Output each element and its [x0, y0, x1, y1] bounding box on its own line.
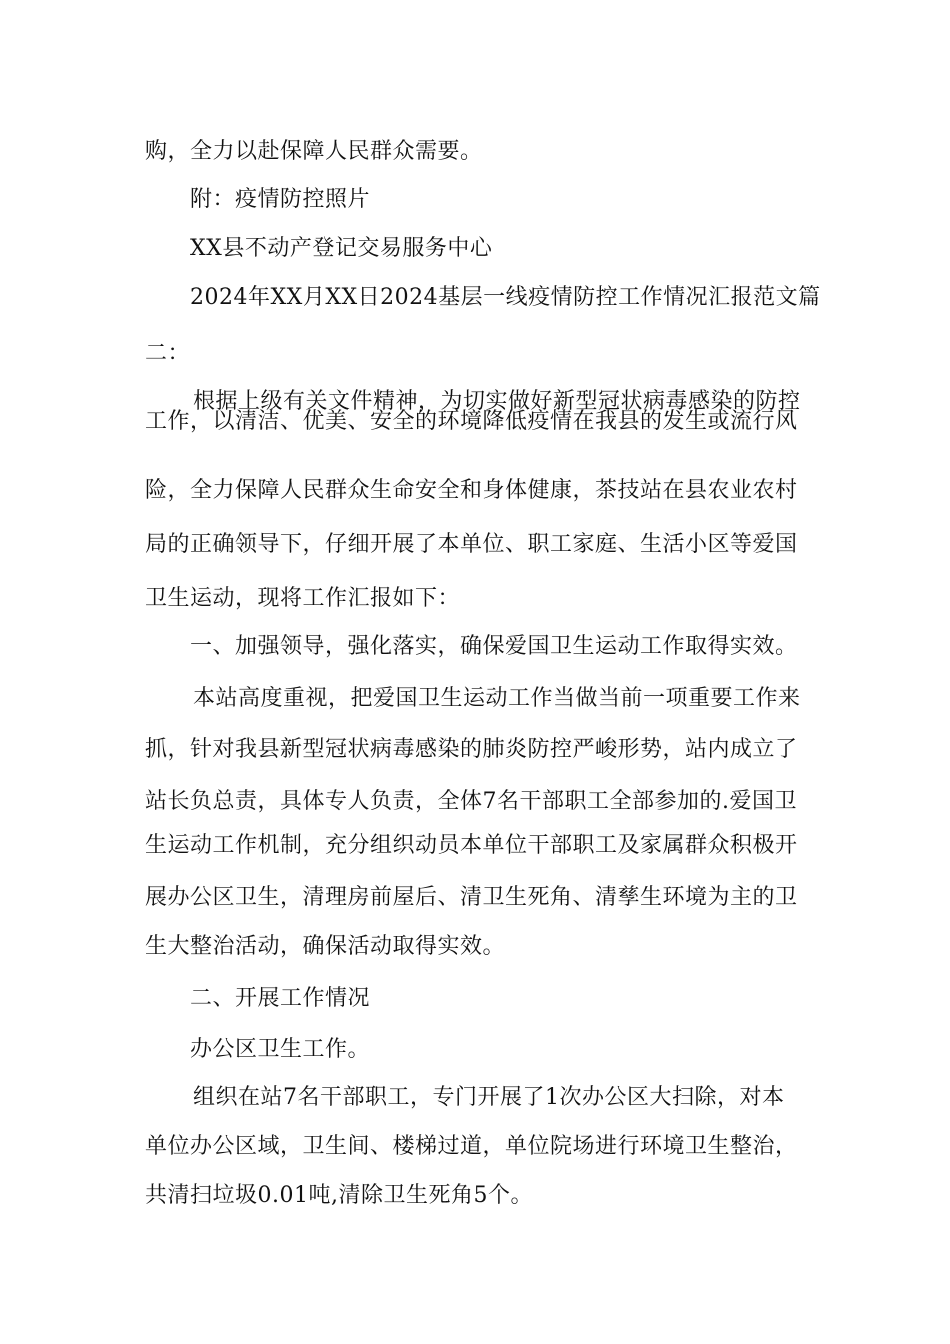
- attachment-line: 附：疫情防控照片: [190, 187, 371, 212]
- section-heading: 一、加强领导，强化落实，确保爱国卫生运动工作取得实效。: [190, 634, 798, 659]
- paragraph-line: 组织在站7名干部职工，专门开展了1次办公区大扫除，对本: [193, 1085, 785, 1110]
- subsection-heading: 办公区卫生工作。: [190, 1037, 371, 1062]
- paragraph-line: 工作，以清洁、优美、安全的环境降低疫情在我县的发生或流行风: [145, 409, 798, 434]
- paragraph-line: 购，全力以赴保障人民群众需要。: [145, 139, 483, 164]
- paragraph-line: 险，全力保障人民群众生命安全和身体健康，茶技站在县农业农村: [145, 478, 798, 503]
- paragraph-line: 局的正确领导下，仔细开展了本单位、职工家庭、生活小区等爱国: [145, 532, 798, 557]
- paragraph-line: 展办公区卫生，清理房前屋后、清卫生死角、清孳生环境为主的卫: [145, 885, 798, 910]
- paragraph-line: 共清扫垃圾0.01吨,清除卫生死角5个。: [145, 1183, 533, 1208]
- paragraph-line: 根据上级有关文件精神，为切实做好新型冠状病毒感染的防控: [193, 389, 801, 414]
- title-continuation: 二：: [145, 341, 191, 366]
- section-heading: 二、开展工作情况: [190, 986, 371, 1011]
- signature-organization: XX县不动产登记交易服务中心: [190, 236, 493, 261]
- paragraph-line: 卫生运动，现将工作汇报如下：: [145, 586, 461, 611]
- date-title-line: 2024年XX月XX日2024基层一线疫情防控工作情况汇报范文篇: [190, 285, 821, 310]
- paragraph-line: 本站高度重视，把爱国卫生运动工作当做当前一项重要工作来: [193, 686, 801, 711]
- paragraph-line: 抓，针对我县新型冠状病毒感染的肺炎防控严峻形势，站内成立了: [145, 737, 798, 762]
- paragraph-line: 生大整治活动，确保活动取得实效。: [145, 934, 506, 959]
- paragraph-line: 站长负总责，具体专人负责，全体7名干部职工全部参加的.爱国卫: [145, 789, 797, 814]
- paragraph-line: 单位办公区域，卫生间、楼梯过道，单位院场进行环境卫生整治，: [145, 1134, 798, 1159]
- paragraph-line: 生运动工作机制，充分组织动员本单位干部职工及家属群众积极开: [145, 833, 798, 858]
